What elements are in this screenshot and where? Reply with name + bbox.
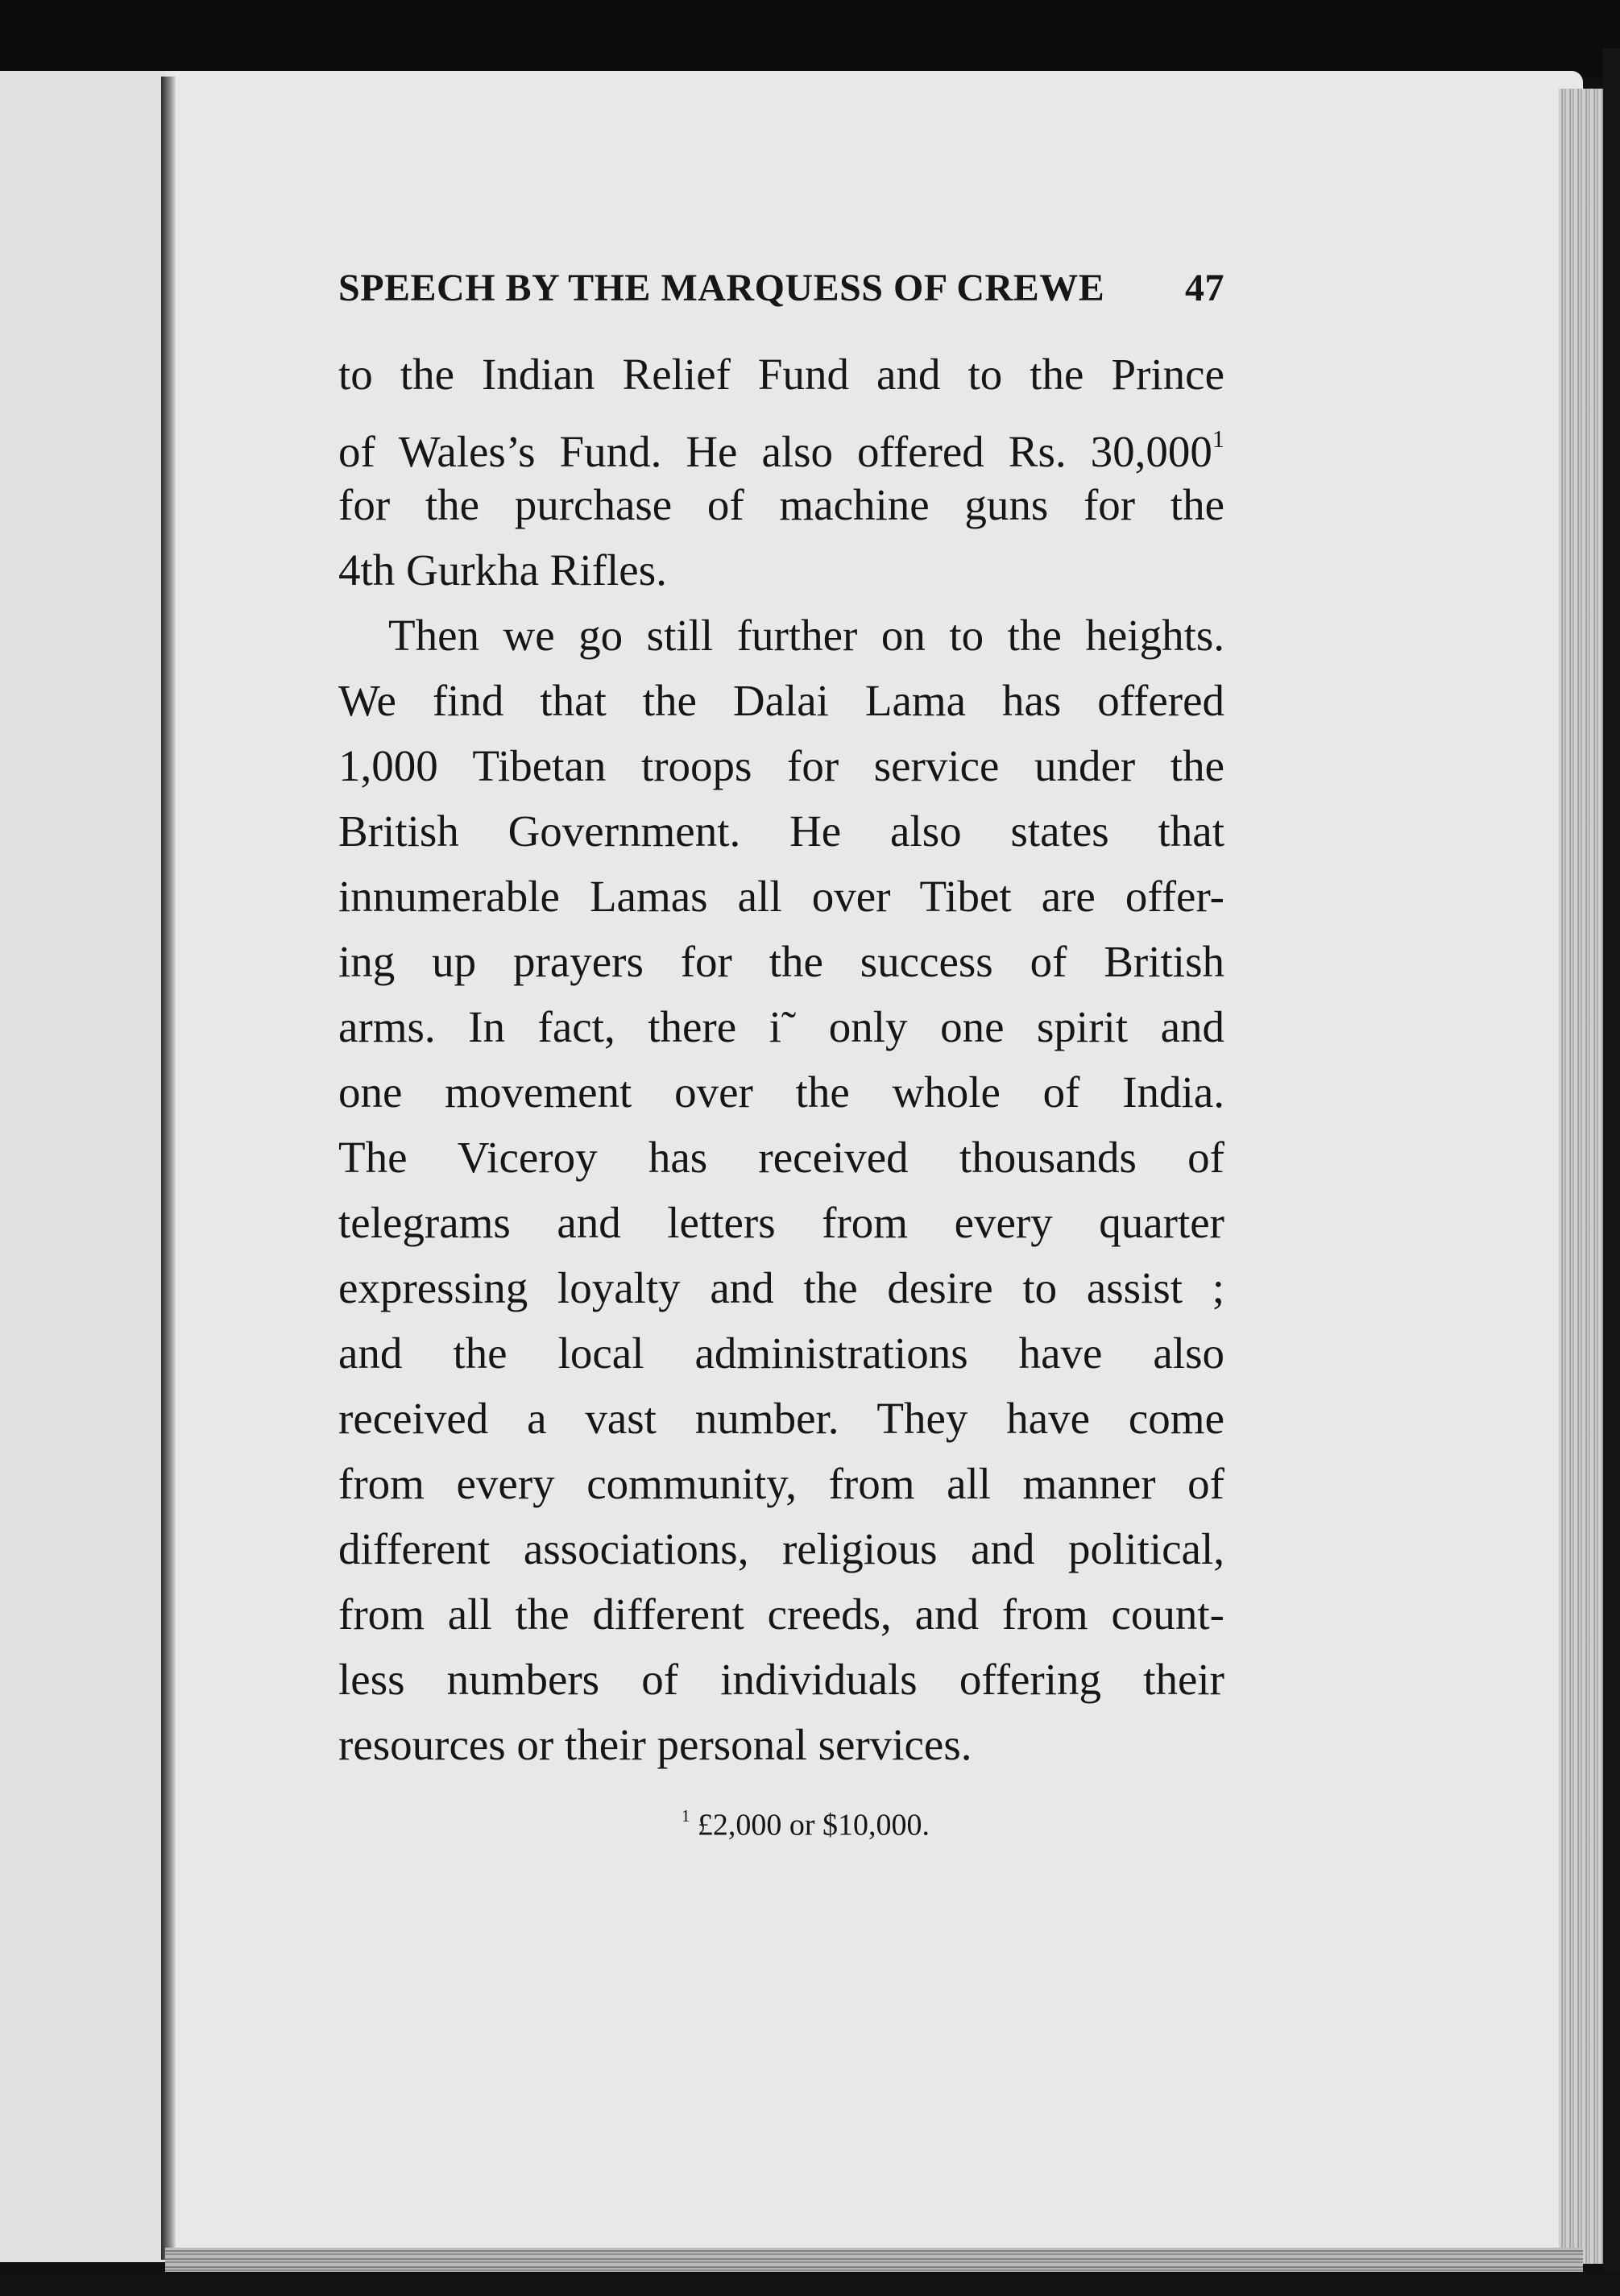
text-line: different associations, religious and political, bbox=[338, 1524, 1224, 1573]
paragraph-2 bbox=[338, 603, 1224, 1777]
text-line: less numbers of individuals offering their bbox=[338, 1655, 1224, 1704]
text-line: received a vast number. They have come bbox=[338, 1394, 1224, 1443]
text-line: expressing loyalty and the desire to assist ; bbox=[338, 1263, 1224, 1312]
text-line: telegrams and letters from every quarter bbox=[338, 1198, 1224, 1247]
text-line: one movement over the whole of India. bbox=[338, 1067, 1224, 1117]
text-line-content: of Wales’s Fund. He also offered Rs. 30,000 bbox=[338, 427, 1212, 477]
text-line: ing up prayers for the success of British bbox=[338, 937, 1224, 986]
text-line: to the Indian Relief Fund and to the Prince bbox=[338, 350, 1224, 399]
text-line: We find that the Dalai Lama has offered bbox=[338, 676, 1224, 725]
text-line: innumerable Lamas all over Tibet are offer- bbox=[338, 872, 1224, 921]
text-line: and the local administrations have also bbox=[338, 1328, 1224, 1378]
text-line: Then we go still further on to the heights. bbox=[388, 611, 1224, 660]
page-stack-edge-bottom bbox=[165, 2248, 1583, 2272]
scan-border-top bbox=[0, 0, 1620, 77]
text-line: arms. In fact, there i˜ only one spirit and bbox=[338, 1002, 1224, 1051]
page-number: 47 bbox=[1185, 267, 1224, 309]
text-line: from every community, from all manner of bbox=[338, 1459, 1224, 1508]
running-head bbox=[338, 266, 1224, 330]
footnote-text: £2,000 or $10,000. bbox=[697, 1808, 930, 1842]
footnote-mark: 1 bbox=[681, 1806, 690, 1826]
paragraph-1 bbox=[338, 342, 1224, 603]
text-line: for the purchase of machine guns for the bbox=[338, 480, 1224, 529]
page-text bbox=[338, 266, 1224, 1843]
text-line bbox=[338, 407, 1224, 477]
text-line: resources or their personal services. bbox=[338, 1720, 972, 1769]
footnote-reference: 1 bbox=[1212, 425, 1224, 453]
text-line: 4th Gurkha Rifles. bbox=[338, 545, 667, 595]
book-gutter bbox=[161, 77, 176, 2260]
text-line: The Viceroy has received thousands of bbox=[338, 1133, 1224, 1182]
text-line: from all the different creeds, and from count- bbox=[338, 1589, 1224, 1639]
text-line: 1,000 Tibetan troops for service under the bbox=[338, 741, 1224, 790]
footnote bbox=[338, 1806, 1208, 1843]
text-line: British Government. He also states that bbox=[338, 806, 1224, 856]
scan-border-bottom bbox=[0, 2272, 1620, 2296]
running-title: SPEECH BY THE MARQUESS OF CREWE bbox=[338, 267, 1105, 309]
scan-border-right bbox=[1603, 48, 1620, 2296]
facing-page-edge bbox=[0, 71, 165, 2262]
